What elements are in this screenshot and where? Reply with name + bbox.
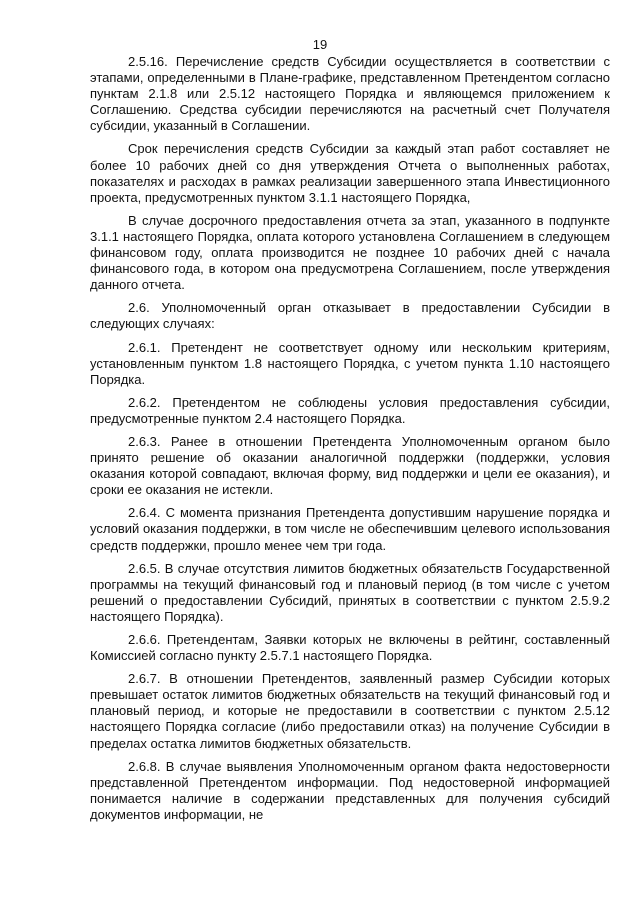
paragraph-2-6: 2.6. Уполномоченный орган отказывает в предоставлении Субсидии в следующих случаях:	[90, 300, 610, 332]
paragraph-2-6-8: 2.6.8. В случае выявления Уполномоченным органом факта недостоверности представленной Претендентом информации. Под недостоверной информацией понимается наличие в содержании представленных для получения субсидий документов информации, не	[90, 758, 610, 822]
paragraph-2-6-7: 2.6.7. В отношении Претендентов, заявленный размер Субсидии которых превышает остаток лимитов бюджетных обязательств на текущий финансовый год и плановый период, и которые не предоставили в соответствии с пунктом 2.5.12 настоящего Порядка согласие (либо предоставили отказ) на получение Субсидии в пределах остатка лимитов бюджетных обязательств.	[90, 671, 610, 751]
paragraph-2-6-1: 2.6.1. Претендент не соответствует одному или нескольким критериям, установленным пунктом 1.8 настоящего Порядка, с учетом пункта 1.10 настоящего Порядка.	[90, 339, 610, 387]
paragraph-early-report: В случае досрочного предоставления отчета за этап, указанного в подпункте 3.1.1 настоящего Порядка, оплата которого установлена Соглашением в следующем финансовом году, оплата производится не позднее 10 рабочих дней с начала финансового года, в котором она предусмотрена Соглашением, после утверждения данного отчета.	[90, 212, 610, 293]
document-body	[90, 54, 610, 830]
paragraph-payment-term: Срок перечисления средств Субсидии за каждый этап работ составляет не более 10 рабочих дней со дня утверждения Отчета о выполненных работах, показателях и расходах в рамках реализации завершенного этапа Инвестиционного проекта, предусмотренных пунктом 3.1.1 настоящего Порядка,	[90, 141, 610, 205]
page-number: 19	[312, 37, 328, 52]
paragraph-2-5-16: 2.5.16. Перечисление средств Субсидии осуществляется в соответствии с этапами, определенными в Плане-графике, представленном Претендентом согласно пунктам 2.1.8 или 2.5.12 настоящего Порядка и являющемся приложением к Соглашению. Средства субсидии перечисляются на расчетный счет Получателя субсидии, указанный в Соглашении.	[90, 54, 610, 134]
paragraph-2-6-3: 2.6.3. Ранее в отношении Претендента Уполномоченным органом было принято решение об оказании аналогичной поддержки (поддержки, условия оказания которой совпадают, включая форму, вид поддержки и цели ее оказания), и сроки ее оказания не истекли.	[90, 433, 610, 498]
paragraph-2-6-2: 2.6.2. Претендентом не соблюдены условия предоставления субсидии, предусмотренные пунктом 2.4 настоящего Порядка.	[90, 394, 610, 426]
paragraph-2-6-5: 2.6.5. В случае отсутствия лимитов бюджетных обязательств Государственной программы на текущий финансовый год и плановый период (в том числе с учетом решений о предоставлении Субсидий, принятых в соответствии с пунктом 2.5.9.2 настоящего Порядка).	[90, 560, 610, 624]
paragraph-2-6-4: 2.6.4. С момента признания Претендента допустившим нарушение порядка и условий оказания поддержки, в том числе не обеспечившим целевого использования средств поддержки, прошло менее чем три года.	[90, 505, 610, 553]
paragraph-2-6-6: 2.6.6. Претендентам, Заявки которых не включены в рейтинг, составленный Комиссией согласно пункту 2.5.7.1 настоящего Порядка.	[90, 632, 610, 664]
